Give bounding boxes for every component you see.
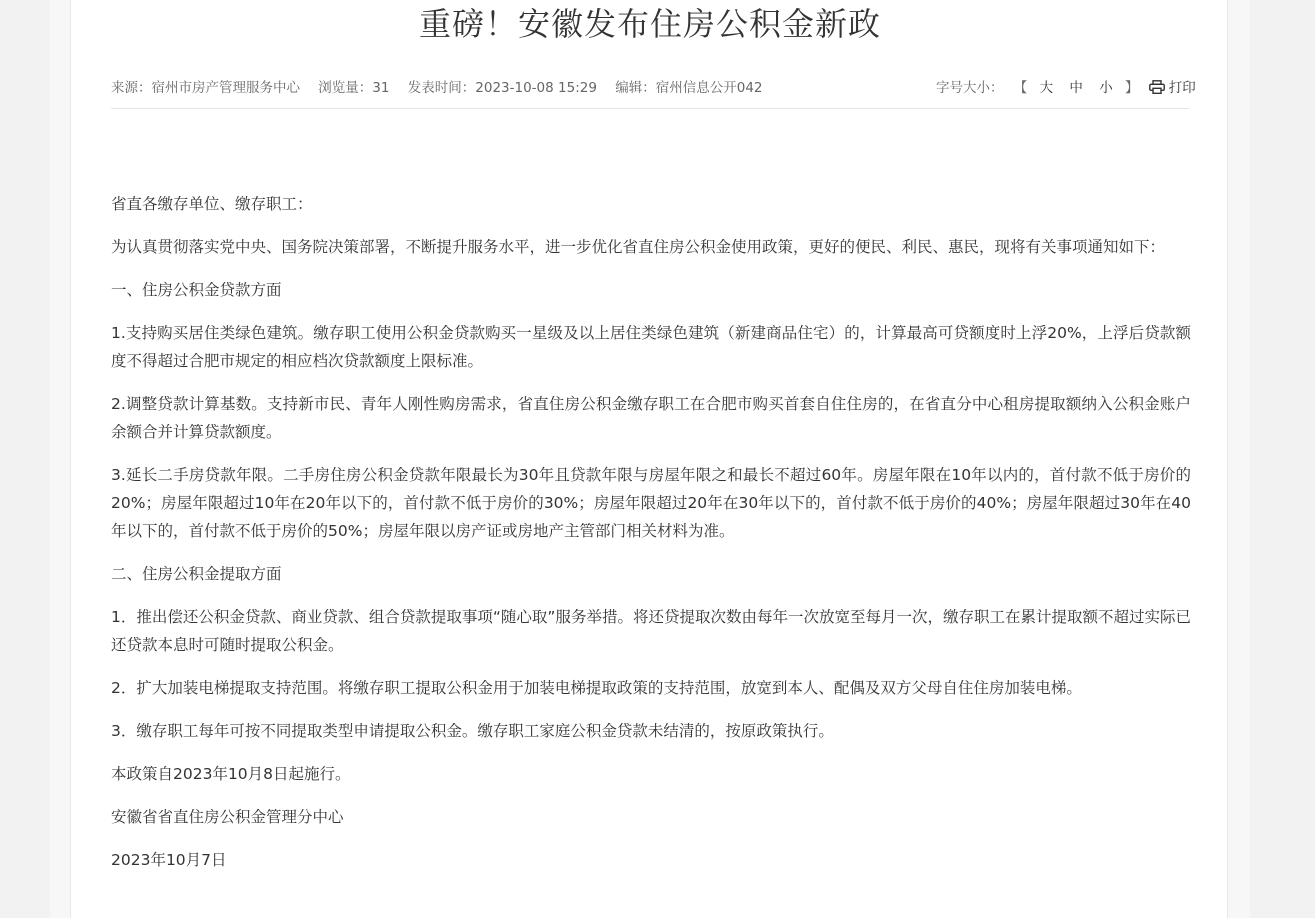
paragraph-loan-3: 3.延长二手房贷款年限。二手房住房公积金贷款年限最长为30年且贷款年限与房屋年限之和最长不超过60年。房屋年限在10年以内的，首付款不低于房价的20%；房屋年限超过10年在20年以下的，首付款不低于房价的30%；房屋年限超过20年在30年以下的，首付款不低于房价的40%；房屋年限超过30年在40年以下的，首付款不低于房价的50%；房屋年限以房产证或房地产主管部门相关材料为准。: [111, 466, 1191, 540]
meta-divider: [111, 108, 1189, 109]
meta-source: 来源：宿州市房产管理服务中心: [111, 80, 300, 96]
section-heading-loan: 一、住房公积金贷款方面: [111, 281, 282, 299]
close-bracket: 】: [1124, 80, 1139, 96]
meta-info: [111, 77, 777, 99]
article-body: [111, 190, 1191, 889]
paragraph-loan-2: 2.调整贷款计算基数。支持新市民、青年人刚性购房需求，省直住房公积金缴存职工在合肥市购买首套自住住房的，在省直分中心租房提取额纳入公积金账户余额合并计算贷款额度。: [111, 395, 1191, 441]
print-button[interactable]: [1149, 77, 1196, 99]
paragraph-issue-date: 2023年10月7日: [111, 851, 227, 869]
font-size-small-button[interactable]: 小: [1099, 80, 1113, 96]
page-title: 重磅！安徽发布住房公积金新政: [418, 5, 881, 43]
paragraph-withdrawal-3: 3．缴存职工每年可按不同提取类型申请提取公积金。缴存职工家庭公积金贷款未结清的，按原政策执行。: [111, 722, 834, 740]
section-heading-withdrawal: 二、住房公积金提取方面: [111, 565, 282, 583]
print-label: 打印: [1168, 80, 1196, 96]
font-size-label: 字号大小：: [936, 80, 1004, 96]
font-size-medium-button[interactable]: 中: [1069, 80, 1083, 96]
open-bracket: 【: [1013, 80, 1028, 96]
meta-editor: 编辑：宿州信息公开042: [615, 80, 763, 96]
paragraph-issuer: 安徽省省直住房公积金管理分中心: [111, 808, 344, 826]
paragraph-withdrawal-1: 1．推出偿还公积金贷款、商业贷款、组合贷款提取事项“随心取”服务举措。将还贷提取次数由每年一次放宽至每月一次，缴存职工在累计提取额不超过实际已还贷款本息时可随时提取公积金。: [111, 608, 1191, 654]
meta-published: 发表时间：2023-10-08 15:29: [407, 80, 597, 96]
paragraph-salutation: 省直各缴存单位、缴存职工：: [111, 195, 313, 213]
article-meta: [111, 77, 1196, 101]
printer-icon: [1149, 80, 1165, 94]
article-container: [70, 0, 1228, 918]
paragraph-intro: 为认真贯彻落实党中央、国务院决策部署，不断提升服务水平，进一步优化省直住房公积金使用政策，更好的便民、利民、惠民，现将有关事项通知如下：: [111, 238, 1166, 256]
paragraph-withdrawal-2: 2．扩大加装电梯提取支持范围。将缴存职工提取公积金用于加装电梯提取政策的支持范围，放宽到本人、配偶及双方父母自住住房加装电梯。: [111, 679, 1082, 697]
font-size-large-button[interactable]: 大: [1039, 80, 1054, 96]
meta-views: 浏览量：31: [318, 80, 390, 96]
paragraph-effective-date: 本政策自2023年10月8日起施行。: [111, 765, 351, 783]
page-background: [50, 0, 1250, 918]
font-size-controls: [936, 77, 1196, 99]
paragraph-loan-1: 1.支持购买居住类绿色建筑。缴存职工使用公积金贷款购买一星级及以上居住类绿色建筑（新建商品住宅）的，计算最高可贷额度时上浮20%，上浮后贷款额度不得超过合肥市规定的相应档次贷款额度上限标准。: [111, 324, 1191, 370]
